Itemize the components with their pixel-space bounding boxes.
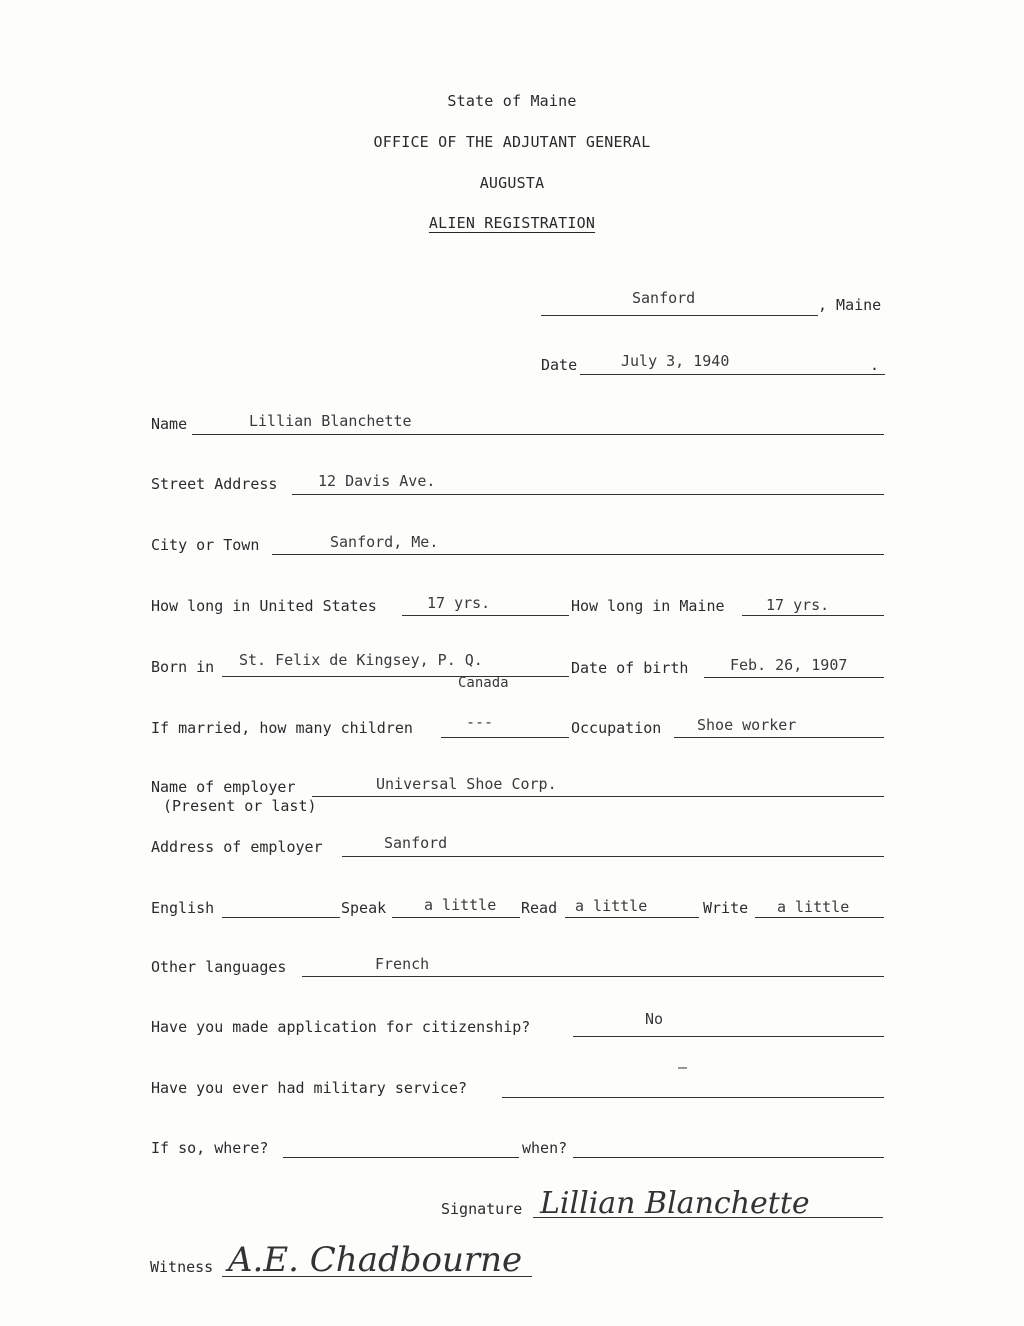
military-label: Have you ever had military service?	[151, 1079, 468, 1097]
street-line	[292, 494, 884, 495]
born-country: Canada	[458, 675, 509, 691]
write-label: Write	[703, 899, 749, 917]
city-line	[272, 554, 884, 555]
street-value: 12 Davis Ave.	[318, 472, 436, 490]
born-line	[222, 676, 569, 677]
write-line	[755, 917, 884, 918]
signature-label: Signature	[441, 1200, 523, 1218]
date-period: .	[870, 356, 880, 374]
signature-value: Lillian Blanchette	[540, 1186, 810, 1221]
us-time-label: How long in United States	[151, 597, 377, 615]
when-line	[573, 1157, 884, 1158]
military-line	[502, 1097, 884, 1098]
dob-label: Date of birth	[571, 659, 689, 677]
maine-time-label: How long in Maine	[571, 597, 725, 615]
employer-address-line	[342, 856, 884, 857]
citizenship-line	[573, 1036, 884, 1037]
employer-address-label: Address of employer	[151, 838, 323, 856]
when-label: when?	[522, 1139, 568, 1157]
city-label: City or Town	[151, 536, 260, 554]
where-label: If so, where?	[151, 1139, 269, 1157]
employer-sublabel: (Present or last)	[163, 797, 317, 815]
date-value: July 3, 1940	[621, 352, 730, 370]
form-title: ALIEN REGISTRATION	[428, 214, 596, 232]
state-heading: State of Maine	[447, 92, 577, 110]
street-label: Street Address	[151, 475, 278, 493]
us-time-value: 17 yrs.	[427, 594, 491, 612]
english-line	[222, 917, 340, 918]
speak-value: a little	[424, 896, 497, 914]
maine-time-value: 17 yrs.	[766, 596, 830, 614]
name-line	[192, 434, 884, 435]
born-value: St. Felix de Kingsey, P. Q.	[239, 651, 483, 669]
speak-line	[392, 917, 520, 918]
dob-value: Feb. 26, 1907	[730, 656, 848, 674]
place-suffix: , Maine	[818, 296, 882, 314]
other-languages-line	[302, 976, 884, 977]
witness-value: A.E. Chadbourne	[228, 1240, 523, 1280]
place-line	[541, 315, 818, 316]
other-languages-label: Other languages	[151, 958, 287, 976]
citizenship-label: Have you made application for citizenship?	[151, 1018, 531, 1036]
city-value: Sanford, Me.	[330, 533, 439, 551]
other-languages-value: French	[375, 955, 430, 973]
write-value: a little	[777, 898, 850, 916]
place-value: Sanford	[632, 289, 696, 307]
dob-line	[704, 677, 884, 678]
witness-label: Witness	[150, 1258, 214, 1276]
english-label: English	[151, 899, 215, 917]
children-label: If married, how many children	[151, 719, 413, 737]
children-line	[441, 737, 569, 738]
occupation-line	[674, 737, 884, 738]
name-label: Name	[151, 415, 188, 433]
read-value: a little	[575, 897, 648, 915]
employer-label: Name of employer	[151, 778, 296, 796]
read-line	[565, 917, 699, 918]
speak-label: Speak	[341, 899, 387, 917]
read-label: Read	[521, 899, 558, 917]
employer-line	[312, 796, 884, 797]
employer-address-value: Sanford	[384, 834, 448, 852]
military-value: —	[678, 1058, 688, 1076]
city-heading: AUGUSTA	[479, 174, 545, 192]
occupation-label: Occupation	[571, 719, 662, 737]
office-heading: OFFICE OF THE ADJUTANT GENERAL	[373, 133, 651, 151]
children-value: ---	[466, 713, 494, 731]
name-value: Lillian Blanchette	[249, 412, 412, 430]
born-label: Born in	[151, 658, 215, 676]
occupation-value: Shoe worker	[697, 716, 797, 734]
us-time-line	[402, 615, 569, 616]
date-label: Date	[541, 356, 578, 374]
maine-time-line	[742, 615, 884, 616]
employer-value: Universal Shoe Corp.	[376, 775, 557, 793]
where-line	[283, 1157, 519, 1158]
date-line	[580, 374, 885, 375]
citizenship-value: No	[645, 1010, 664, 1028]
